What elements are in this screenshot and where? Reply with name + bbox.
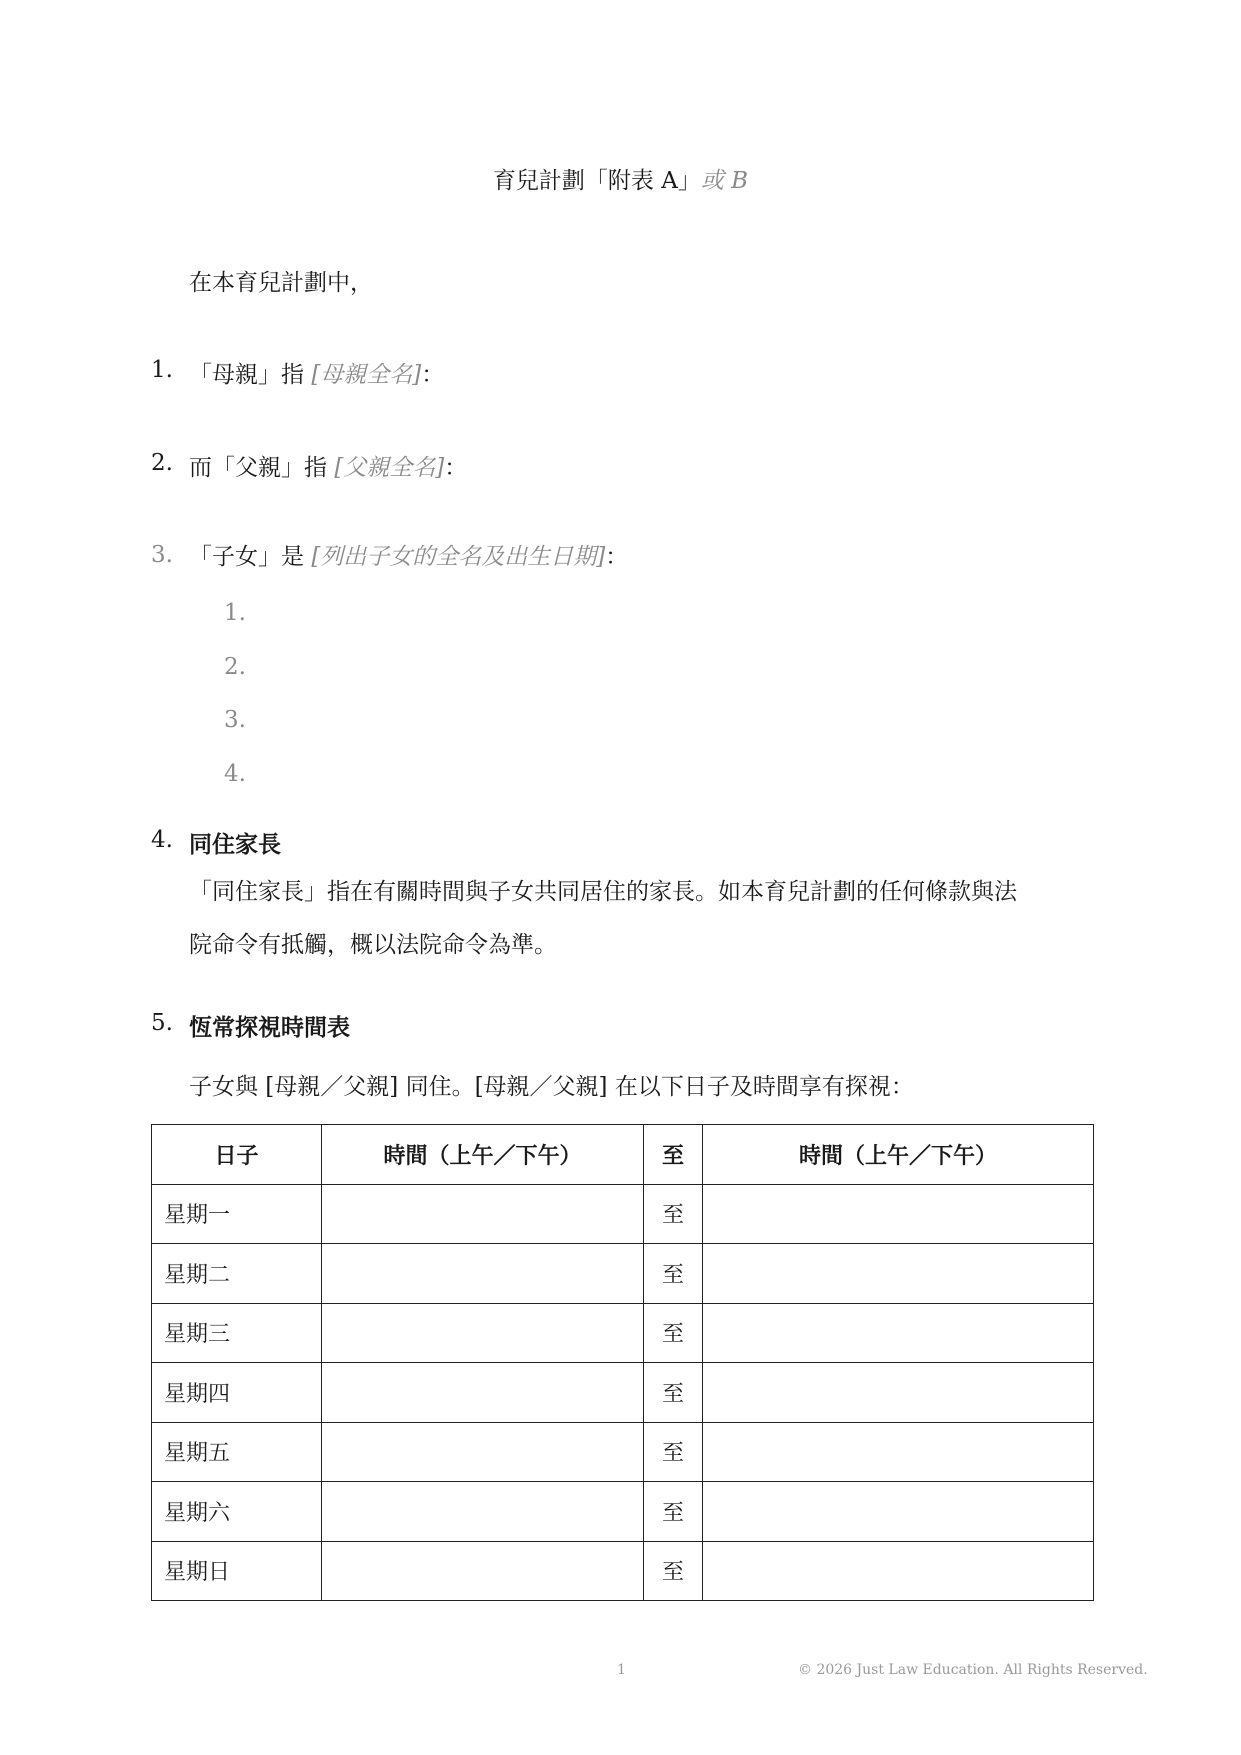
to-cell: 至: [644, 1482, 703, 1542]
to-cell: 至: [644, 1244, 703, 1304]
header-time-to: 時間（上午／下午）: [703, 1125, 1094, 1185]
section-body-line: 院命令有抵觸，概以法院命令為準。: [189, 932, 557, 958]
to-cell: 至: [644, 1184, 703, 1244]
definition-suffix: ：: [421, 362, 445, 388]
table-header-row: [152, 1125, 1094, 1185]
time-from-cell[interactable]: [322, 1363, 644, 1423]
page-number: 1: [617, 1662, 626, 1678]
father-name-placeholder[interactable]: [父親全名]: [334, 455, 445, 481]
table-row: [152, 1244, 1094, 1304]
definition-prefix: 「母親」指: [189, 362, 312, 388]
time-from-cell[interactable]: [322, 1482, 644, 1542]
time-to-cell[interactable]: [703, 1541, 1094, 1601]
copyright-notice: © 2026 Just Law Education. All Rights Reserved.: [798, 1662, 1148, 1678]
day-cell: 星期日: [152, 1541, 322, 1601]
table-row: [152, 1541, 1094, 1601]
table-row: [152, 1482, 1094, 1542]
definition-line: [189, 538, 628, 571]
table-row: [152, 1303, 1094, 1363]
day-cell: 星期五: [152, 1422, 322, 1482]
time-to-cell[interactable]: [703, 1422, 1094, 1482]
definition-suffix: ：: [605, 544, 629, 570]
section-body-line: 「同住家長」指在有關時間與子女共同居住的家長。如本育兒計劃的任何條款與法: [189, 879, 1017, 905]
to-cell: 至: [644, 1363, 703, 1423]
time-to-cell[interactable]: [703, 1244, 1094, 1304]
to-cell: 至: [644, 1422, 703, 1482]
table-row: [152, 1422, 1094, 1482]
time-from-cell[interactable]: [322, 1184, 644, 1244]
time-from-cell[interactable]: [322, 1244, 644, 1304]
definition-suffix: ：: [444, 455, 468, 481]
table-row: [152, 1184, 1094, 1244]
section-body: 子女與 [母親／父親] 同住。[母親／父親] 在以下日子及時間享有探視：: [189, 1074, 914, 1100]
day-cell: 星期六: [152, 1482, 322, 1542]
time-to-cell[interactable]: [703, 1363, 1094, 1423]
definition-prefix: 「子女」是: [189, 544, 312, 570]
header-to: 至: [644, 1125, 703, 1185]
section-body: [189, 866, 1094, 972]
list-item: 2.: [224, 654, 246, 680]
list-item: 3.: [224, 707, 246, 733]
visitation-table: [151, 1124, 1094, 1601]
section-heading: 同住家長: [189, 831, 281, 858]
day-cell: 星期三: [152, 1303, 322, 1363]
time-from-cell[interactable]: [322, 1303, 644, 1363]
time-from-cell[interactable]: [322, 1422, 644, 1482]
to-cell: 至: [644, 1541, 703, 1601]
header-time-from: 時間（上午／下午）: [322, 1125, 644, 1185]
intro-text: 在本育兒計劃中，: [189, 270, 373, 296]
definition-number: 2.: [151, 450, 173, 476]
definition-line: [189, 449, 467, 482]
day-cell: 星期二: [152, 1244, 322, 1304]
definition-prefix: 而「父親」指: [189, 455, 335, 481]
list-item: 1.: [224, 600, 246, 626]
time-to-cell[interactable]: [703, 1303, 1094, 1363]
table-row: [152, 1363, 1094, 1423]
document-title: [0, 162, 1241, 195]
definition-line: [189, 356, 444, 389]
definition-number: 1.: [151, 357, 173, 383]
to-cell: 至: [644, 1303, 703, 1363]
time-to-cell[interactable]: [703, 1184, 1094, 1244]
time-to-cell[interactable]: [703, 1482, 1094, 1542]
section-number: 5.: [151, 1010, 173, 1036]
day-cell: 星期四: [152, 1363, 322, 1423]
mother-name-placeholder[interactable]: [母親全名]: [311, 362, 422, 388]
section-heading: 恆常探視時間表: [189, 1014, 350, 1041]
time-from-cell[interactable]: [322, 1541, 644, 1601]
list-item: 4.: [224, 761, 246, 787]
header-day: 日子: [152, 1125, 322, 1185]
title-alt: 或 B: [700, 168, 749, 194]
title-main: 育兒計劃「附表 A」: [492, 168, 701, 194]
section-number: 4.: [151, 827, 173, 853]
definition-number: 3.: [151, 542, 173, 568]
children-details-placeholder[interactable]: [列出子女的全名及出生日期]: [311, 544, 606, 570]
day-cell: 星期一: [152, 1184, 322, 1244]
